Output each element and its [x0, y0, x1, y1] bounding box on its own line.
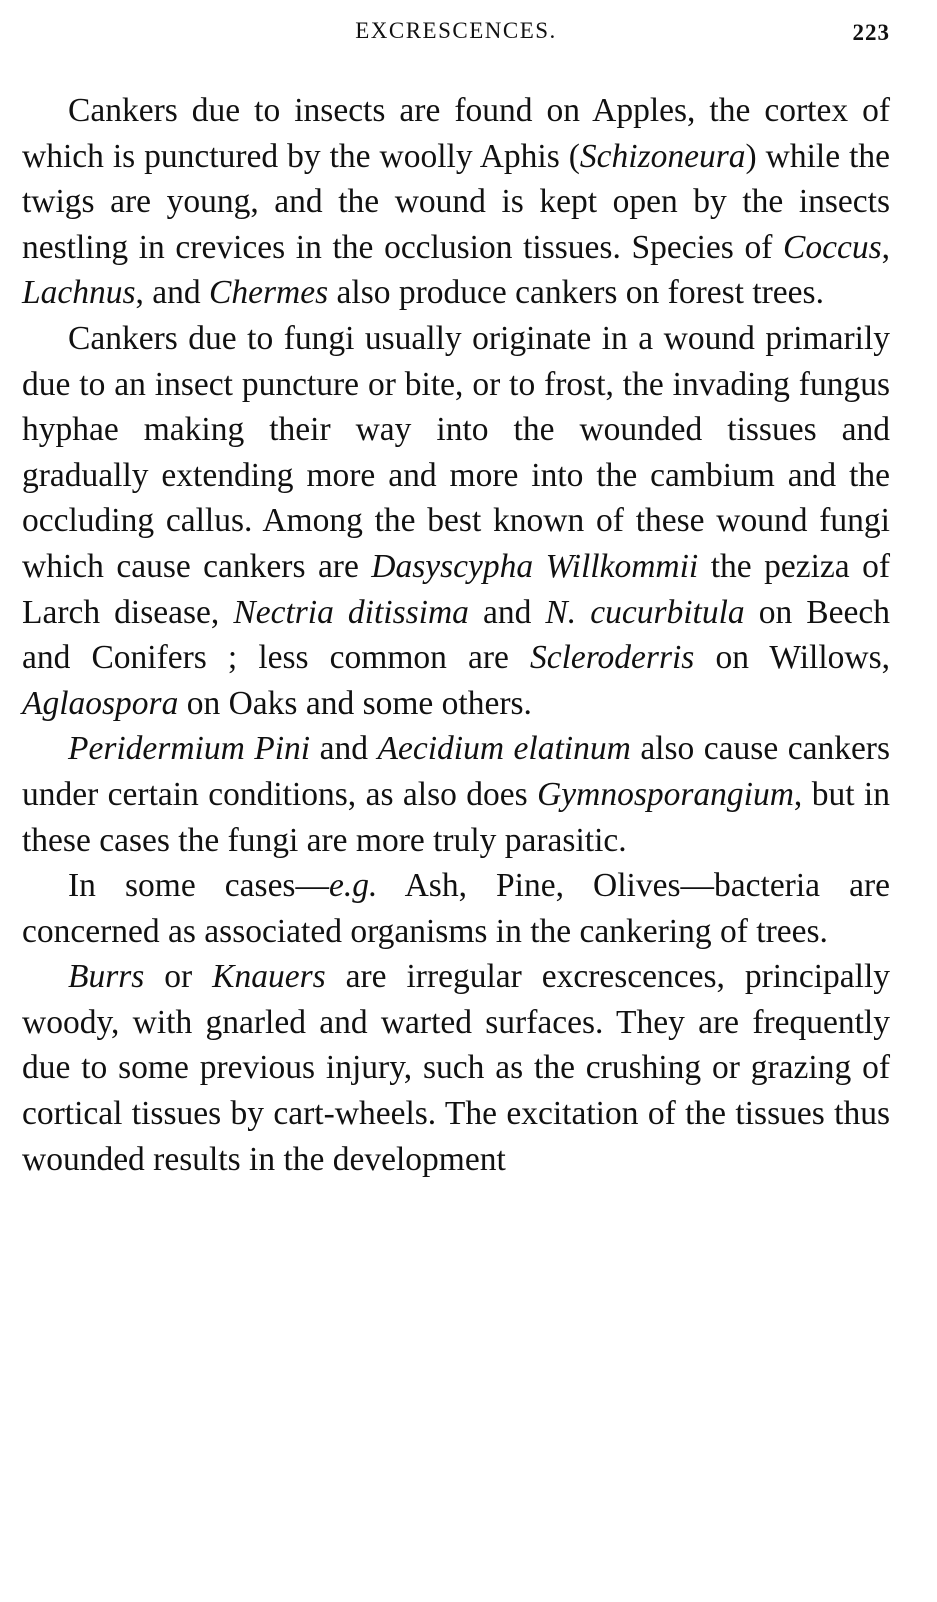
text-run: In some cases— — [68, 867, 329, 905]
text-run: on Beech and Conifers ; less common are — [22, 593, 890, 677]
italic-text-run: Knauers — [212, 958, 326, 996]
paragraph-bacteria — [22, 863, 890, 954]
page-number: 223 — [852, 20, 890, 45]
text-run: Cankers due to insects are found on Apples, the cortex of which is punctured by the woolly Aphis ( — [22, 92, 890, 175]
text-run: , but in these cases the fungi are more truly parasitic. — [22, 775, 890, 859]
running-head — [22, 18, 890, 52]
text-run: and — [468, 593, 546, 631]
text-run: Cankers due to fungi usually originate in a wound primarily due to an insect puncture or bite, or to frost, the invading fungus hyphae making their way into the wounded tissues and gradually extending more and more into the cambium and the occluding callus. Among the best known of these wound fungi which cause cankers are — [22, 319, 890, 585]
text-run: on Willows, — [694, 639, 890, 677]
italic-text-run: N. cucurbitula — [545, 593, 745, 631]
running-title: EXCRESCENCES. — [355, 18, 557, 43]
text-run: or — [144, 958, 213, 996]
italic-text-run: Schizoneura — [579, 137, 746, 175]
italic-text-run: Peridermium Pini — [68, 730, 311, 768]
text-run: and — [310, 730, 378, 768]
text-run: are irregular excrescences, principally woody, with gnarled and warted surfaces. They are frequently due to some previous injury, such as the crushing or grazing of cortical tissues by cart-wheels. The excitation of the tissues thus wounded results in the development — [22, 958, 891, 1178]
italic-text-run: Scleroderris — [529, 639, 695, 677]
paragraph-fungus-cankers — [22, 316, 890, 726]
body-text — [22, 88, 890, 1182]
text-run: the peziza of Larch disease, — [22, 547, 890, 631]
italic-text-run: Lachnus — [22, 274, 136, 312]
italic-text-run: Burrs — [68, 958, 145, 996]
paragraph-rust-cankers — [22, 726, 890, 863]
italic-text-run: e.g. — [328, 867, 378, 905]
italic-text-run: Gymnosporangium — [537, 775, 794, 813]
paragraph-burrs — [22, 954, 890, 1182]
text-run: on Oaks and some others. — [178, 684, 532, 722]
book-page — [22, 18, 890, 1182]
italic-text-run: Chermes — [209, 274, 329, 312]
text-run: ) while the twigs are young, and the wound is kept open by the insects nestling in crevices in the occlusion tissues. Species of — [22, 137, 890, 266]
italic-text-run: Dasyscypha Willkommii — [371, 547, 699, 585]
italic-text-run: Coccus — [783, 228, 882, 266]
italic-text-run: Aglaospora — [22, 684, 179, 722]
text-run: , and — [135, 274, 210, 312]
paragraph-insect-cankers — [22, 88, 890, 316]
text-run: also produce cankers on forest trees. — [328, 274, 824, 312]
italic-text-run: Aecidium elatinum — [377, 730, 631, 768]
text-run: Ash, Pine, Olives—bacteria are concerned as associated organisms in the cankering of trees. — [22, 867, 890, 950]
text-run: also cause cankers under certain conditions, as also does — [22, 730, 890, 813]
italic-text-run: Nectria ditissima — [233, 593, 469, 631]
text-run: , — [881, 228, 890, 266]
